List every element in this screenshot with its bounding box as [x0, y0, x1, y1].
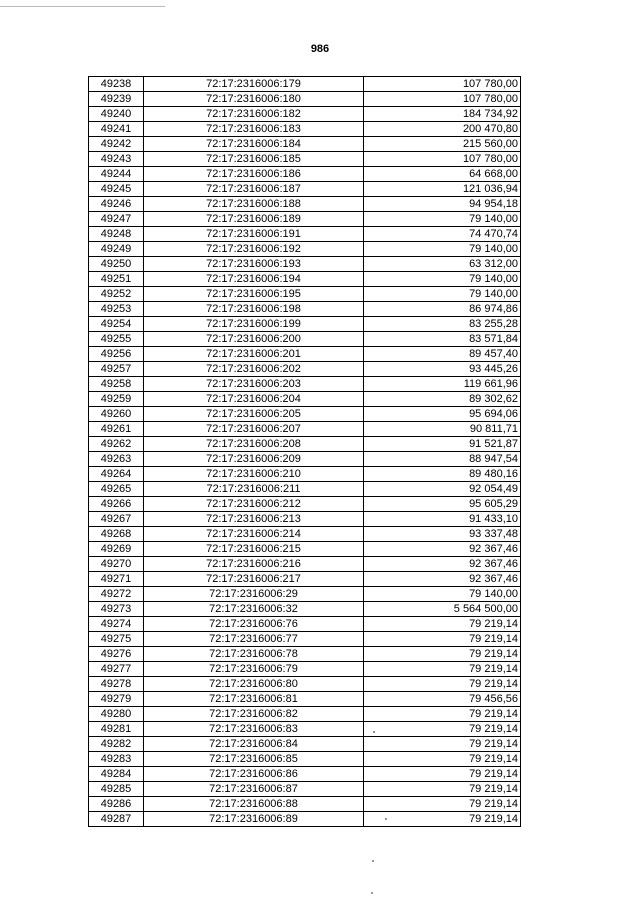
row-number-cell: 49276 — [89, 647, 144, 662]
table-row — [89, 587, 521, 602]
cadastral-value-table — [88, 76, 521, 827]
row-number-cell: 49261 — [89, 422, 144, 437]
table-row — [89, 152, 521, 167]
cadastral-value-cell: 92 367,46 — [364, 572, 521, 587]
cadastral-value-cell: 107 780,00 — [364, 92, 521, 107]
cadastral-number-cell: 72:17:2316006:192 — [144, 242, 364, 257]
row-number-cell: 49259 — [89, 392, 144, 407]
cadastral-value-cell: 79 219,14 — [364, 752, 521, 767]
cadastral-value-cell: 79 140,00 — [364, 287, 521, 302]
table-row — [89, 347, 521, 362]
cadastral-number-cell: 72:17:2316006:88 — [144, 797, 364, 812]
row-number-cell: 49248 — [89, 227, 144, 242]
row-number-cell: 49262 — [89, 437, 144, 452]
cadastral-value-cell: 107 780,00 — [364, 152, 521, 167]
table-row — [89, 167, 521, 182]
table-row — [89, 137, 521, 152]
scan-speck — [373, 731, 375, 733]
table-row — [89, 647, 521, 662]
cadastral-value-cell: 91 521,87 — [364, 437, 521, 452]
table-row — [89, 122, 521, 137]
scan-edge-line — [0, 6, 165, 7]
cadastral-value-cell: 89 480,16 — [364, 467, 521, 482]
row-number-cell: 49275 — [89, 632, 144, 647]
table-row — [89, 662, 521, 677]
table-row — [89, 92, 521, 107]
cadastral-number-cell: 72:17:2316006:80 — [144, 677, 364, 692]
cadastral-number-cell: 72:17:2316006:200 — [144, 332, 364, 347]
cadastral-value-cell: 92 367,46 — [364, 557, 521, 572]
cadastral-number-cell: 72:17:2316006:77 — [144, 632, 364, 647]
cadastral-number-cell: 72:17:2316006:205 — [144, 407, 364, 422]
cadastral-number-cell: 72:17:2316006:180 — [144, 92, 364, 107]
cadastral-number-cell: 72:17:2316006:201 — [144, 347, 364, 362]
row-number-cell: 49285 — [89, 782, 144, 797]
row-number-cell: 49238 — [89, 77, 144, 92]
table-row — [89, 302, 521, 317]
cadastral-value-cell: 74 470,74 — [364, 227, 521, 242]
table-body — [89, 77, 521, 827]
cadastral-number-cell: 72:17:2316006:184 — [144, 137, 364, 152]
table-row — [89, 707, 521, 722]
cadastral-number-cell: 72:17:2316006:208 — [144, 437, 364, 452]
cadastral-number-cell: 72:17:2316006:185 — [144, 152, 364, 167]
cadastral-value-cell: 64 668,00 — [364, 167, 521, 182]
cadastral-value-cell: 79 219,14 — [364, 737, 521, 752]
table-row — [89, 812, 521, 827]
table-row — [89, 407, 521, 422]
row-number-cell: 49244 — [89, 167, 144, 182]
cadastral-value-cell: 79 219,14 — [364, 647, 521, 662]
cadastral-value-cell: 79 219,14 — [364, 767, 521, 782]
table-row — [89, 542, 521, 557]
cadastral-value-cell: 184 734,92 — [364, 107, 521, 122]
cadastral-number-cell: 72:17:2316006:194 — [144, 272, 364, 287]
cadastral-number-cell: 72:17:2316006:84 — [144, 737, 364, 752]
row-number-cell: 49247 — [89, 212, 144, 227]
table-row — [89, 752, 521, 767]
row-number-cell: 49241 — [89, 122, 144, 137]
cadastral-value-cell: 95 694,06 — [364, 407, 521, 422]
cadastral-number-cell: 72:17:2316006:195 — [144, 287, 364, 302]
table-row — [89, 437, 521, 452]
row-number-cell: 49258 — [89, 377, 144, 392]
cadastral-value-cell: 79 219,14 — [364, 662, 521, 677]
row-number-cell: 49251 — [89, 272, 144, 287]
cadastral-value-cell: 63 312,00 — [364, 257, 521, 272]
table-row — [89, 767, 521, 782]
table-row — [89, 77, 521, 92]
cadastral-value-cell: 79 140,00 — [364, 242, 521, 257]
row-number-cell: 49245 — [89, 182, 144, 197]
cadastral-value-cell: 89 457,40 — [364, 347, 521, 362]
row-number-cell: 49268 — [89, 527, 144, 542]
cadastral-value-cell: 94 954,18 — [364, 197, 521, 212]
cadastral-number-cell: 72:17:2316006:202 — [144, 362, 364, 377]
cadastral-value-cell: 215 560,00 — [364, 137, 521, 152]
cadastral-number-cell: 72:17:2316006:89 — [144, 812, 364, 827]
cadastral-number-cell: 72:17:2316006:207 — [144, 422, 364, 437]
row-number-cell: 49252 — [89, 287, 144, 302]
cadastral-value-cell: 90 811,71 — [364, 422, 521, 437]
cadastral-number-cell: 72:17:2316006:189 — [144, 212, 364, 227]
cadastral-value-cell: 92 367,46 — [364, 542, 521, 557]
table-row — [89, 617, 521, 632]
cadastral-number-cell: 72:17:2316006:217 — [144, 572, 364, 587]
row-number-cell: 49274 — [89, 617, 144, 632]
cadastral-number-cell: 72:17:2316006:199 — [144, 317, 364, 332]
table-row — [89, 782, 521, 797]
cadastral-number-cell: 72:17:2316006:188 — [144, 197, 364, 212]
table-row — [89, 107, 521, 122]
table-row — [89, 737, 521, 752]
table-row — [89, 392, 521, 407]
cadastral-number-cell: 72:17:2316006:212 — [144, 497, 364, 512]
cadastral-number-cell: 72:17:2316006:216 — [144, 557, 364, 572]
table-row — [89, 452, 521, 467]
cadastral-value-cell: 79 219,14 — [364, 707, 521, 722]
cadastral-number-cell: 72:17:2316006:76 — [144, 617, 364, 632]
cadastral-value-cell: 93 337,48 — [364, 527, 521, 542]
row-number-cell: 49257 — [89, 362, 144, 377]
cadastral-value-cell: 95 605,29 — [364, 497, 521, 512]
table-row — [89, 227, 521, 242]
row-number-cell: 49266 — [89, 497, 144, 512]
cadastral-value-cell: 5 564 500,00 — [364, 602, 521, 617]
cadastral-value-cell: 91 433,10 — [364, 512, 521, 527]
row-number-cell: 49271 — [89, 572, 144, 587]
row-number-cell: 49282 — [89, 737, 144, 752]
cadastral-number-cell: 72:17:2316006:198 — [144, 302, 364, 317]
row-number-cell: 49280 — [89, 707, 144, 722]
row-number-cell: 49253 — [89, 302, 144, 317]
cadastral-value-cell: 83 571,84 — [364, 332, 521, 347]
cadastral-number-cell: 72:17:2316006:87 — [144, 782, 364, 797]
table-row — [89, 377, 521, 392]
table-row — [89, 317, 521, 332]
cadastral-value-cell: 79 140,00 — [364, 272, 521, 287]
table-row — [89, 557, 521, 572]
table-row — [89, 512, 521, 527]
table-row — [89, 572, 521, 587]
cadastral-value-cell: 79 140,00 — [364, 212, 521, 227]
cadastral-number-cell: 72:17:2316006:210 — [144, 467, 364, 482]
row-number-cell: 49283 — [89, 752, 144, 767]
row-number-cell: 49254 — [89, 317, 144, 332]
table-row — [89, 632, 521, 647]
cadastral-number-cell: 72:17:2316006:204 — [144, 392, 364, 407]
row-number-cell: 49250 — [89, 257, 144, 272]
cadastral-value-cell: 119 661,96 — [364, 377, 521, 392]
table-row — [89, 602, 521, 617]
scan-speck — [371, 892, 373, 894]
cadastral-number-cell: 72:17:2316006:82 — [144, 707, 364, 722]
cadastral-number-cell: 72:17:2316006:83 — [144, 722, 364, 737]
cadastral-value-cell: 89 302,62 — [364, 392, 521, 407]
row-number-cell: 49277 — [89, 662, 144, 677]
table-row — [89, 332, 521, 347]
table-row — [89, 272, 521, 287]
row-number-cell: 49263 — [89, 452, 144, 467]
table-row — [89, 797, 521, 812]
cadastral-value-cell: 121 036,94 — [364, 182, 521, 197]
cadastral-value-cell: 79 219,14 — [364, 782, 521, 797]
row-number-cell: 49260 — [89, 407, 144, 422]
cadastral-value-cell: 83 255,28 — [364, 317, 521, 332]
cadastral-number-cell: 72:17:2316006:182 — [144, 107, 364, 122]
row-number-cell: 49281 — [89, 722, 144, 737]
row-number-cell: 49255 — [89, 332, 144, 347]
cadastral-number-cell: 72:17:2316006:79 — [144, 662, 364, 677]
row-number-cell: 49284 — [89, 767, 144, 782]
table-row — [89, 722, 521, 737]
cadastral-number-cell: 72:17:2316006:179 — [144, 77, 364, 92]
cadastral-value-cell: 79 219,14 — [364, 812, 521, 827]
cadastral-number-cell: 72:17:2316006:29 — [144, 587, 364, 602]
row-number-cell: 49249 — [89, 242, 144, 257]
cadastral-number-cell: 72:17:2316006:78 — [144, 647, 364, 662]
cadastral-value-cell: 79 219,14 — [364, 722, 521, 737]
table-row — [89, 677, 521, 692]
cadastral-number-cell: 72:17:2316006:187 — [144, 182, 364, 197]
row-number-cell: 49272 — [89, 587, 144, 602]
cadastral-number-cell: 72:17:2316006:81 — [144, 692, 364, 707]
row-number-cell: 49243 — [89, 152, 144, 167]
cadastral-value-cell: 79 140,00 — [364, 587, 521, 602]
cadastral-number-cell: 72:17:2316006:186 — [144, 167, 364, 182]
row-number-cell: 49264 — [89, 467, 144, 482]
row-number-cell: 49273 — [89, 602, 144, 617]
table-row — [89, 182, 521, 197]
table-row — [89, 197, 521, 212]
cadastral-number-cell: 72:17:2316006:209 — [144, 452, 364, 467]
scan-speck — [385, 818, 387, 820]
cadastral-number-cell: 72:17:2316006:203 — [144, 377, 364, 392]
cadastral-number-cell: 72:17:2316006:215 — [144, 542, 364, 557]
table-row — [89, 467, 521, 482]
cadastral-value-cell: 107 780,00 — [364, 77, 521, 92]
table-row — [89, 212, 521, 227]
row-number-cell: 49270 — [89, 557, 144, 572]
cadastral-number-cell: 72:17:2316006:85 — [144, 752, 364, 767]
row-number-cell: 49278 — [89, 677, 144, 692]
row-number-cell: 49287 — [89, 812, 144, 827]
cadastral-number-cell: 72:17:2316006:191 — [144, 227, 364, 242]
row-number-cell: 49240 — [89, 107, 144, 122]
cadastral-value-cell: 79 456,56 — [364, 692, 521, 707]
table-row — [89, 242, 521, 257]
cadastral-value-cell: 93 445,26 — [364, 362, 521, 377]
table-row — [89, 527, 521, 542]
table-row — [89, 422, 521, 437]
row-number-cell: 49286 — [89, 797, 144, 812]
table-row — [89, 692, 521, 707]
row-number-cell: 49279 — [89, 692, 144, 707]
table-row — [89, 482, 521, 497]
page-number: 986 — [310, 43, 330, 55]
cadastral-value-cell: 200 470,80 — [364, 122, 521, 137]
cadastral-value-cell: 79 219,14 — [364, 617, 521, 632]
row-number-cell: 49267 — [89, 512, 144, 527]
row-number-cell: 49265 — [89, 482, 144, 497]
cadastral-number-cell: 72:17:2316006:214 — [144, 527, 364, 542]
table-row — [89, 362, 521, 377]
scan-speck — [372, 860, 374, 862]
row-number-cell: 49269 — [89, 542, 144, 557]
cadastral-number-cell: 72:17:2316006:211 — [144, 482, 364, 497]
cadastral-value-cell: 88 947,54 — [364, 452, 521, 467]
cadastral-number-cell: 72:17:2316006:213 — [144, 512, 364, 527]
table-row — [89, 287, 521, 302]
cadastral-number-cell: 72:17:2316006:32 — [144, 602, 364, 617]
cadastral-number-cell: 72:17:2316006:183 — [144, 122, 364, 137]
table-row — [89, 497, 521, 512]
cadastral-value-cell: 79 219,14 — [364, 797, 521, 812]
row-number-cell: 49256 — [89, 347, 144, 362]
table-row — [89, 257, 521, 272]
cadastral-value-cell: 86 974,86 — [364, 302, 521, 317]
row-number-cell: 49246 — [89, 197, 144, 212]
cadastral-value-cell: 79 219,14 — [364, 677, 521, 692]
cadastral-value-cell: 92 054,49 — [364, 482, 521, 497]
row-number-cell: 49239 — [89, 92, 144, 107]
cadastral-value-cell: 79 219,14 — [364, 632, 521, 647]
cadastral-number-cell: 72:17:2316006:86 — [144, 767, 364, 782]
row-number-cell: 49242 — [89, 137, 144, 152]
cadastral-number-cell: 72:17:2316006:193 — [144, 257, 364, 272]
